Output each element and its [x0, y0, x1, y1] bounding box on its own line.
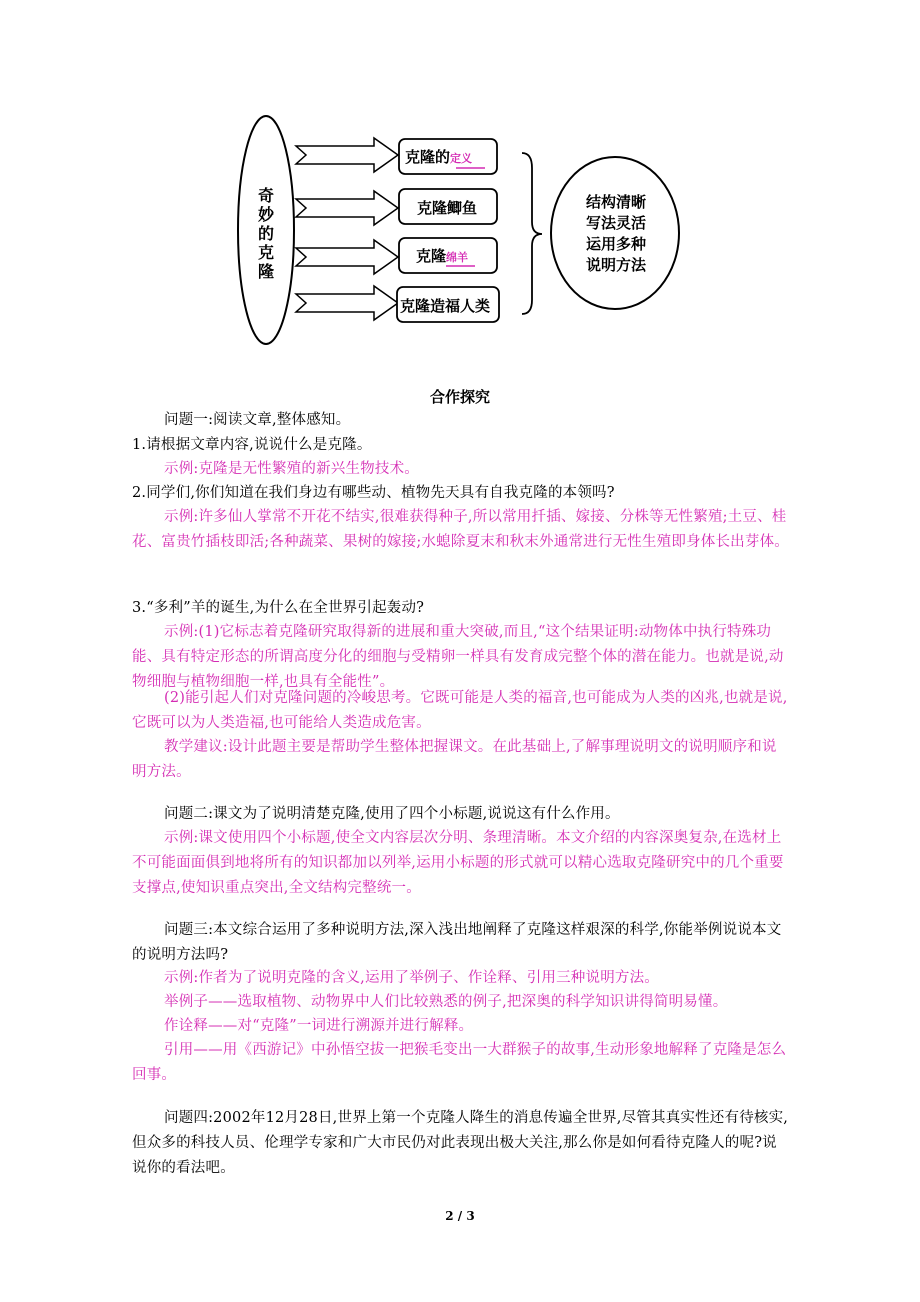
left-oval-label: 奇妙的克隆: [257, 186, 274, 281]
q1-1: 1.请根据文章内容,说说什么是克隆。: [132, 437, 372, 453]
q1-1-answer: 示例:克隆是无性繁殖的新兴生物技术。: [164, 461, 419, 477]
q2-answer: 示例:课文使用四个小标题,使全文内容层次分明、条理清晰。本文介绍的内容深奥复杂,在选材上不可能面面俱到地将所有的知识都加以列举,运用小标题的形式就可以精心选取克隆研究中的几个重要支撑点,使知识重点突出,全文结构完整统一。: [132, 830, 784, 896]
arrow-2: [296, 191, 398, 225]
section-title: 合作探究: [429, 388, 490, 406]
q3-definition: 作诠释——对“克隆”一词进行溯源并进行解释。: [164, 1018, 474, 1034]
right-oval-line-1: 结构清晰: [585, 193, 646, 211]
right-oval-line-4: 说明方法: [585, 256, 646, 274]
right-oval-line-3: 运用多种: [585, 235, 646, 253]
box-1-main: 克隆的: [405, 148, 451, 166]
arrow-4: [296, 286, 398, 320]
box-2-text: [417, 197, 477, 218]
page-number: 2 / 3: [445, 1209, 475, 1223]
q2: 问题二:课文为了说明清楚克隆,使用了四个小标题,说说这有什么作用。: [164, 806, 620, 822]
arrow-3: [296, 240, 398, 274]
q1-3-answer-1: 示例:(1)它标志着克隆研究取得新的进展和重大突破,而且,“这个结果证明:动物体中执行特殊功能、具有特定形态的所谓高度分化的细胞与受精卵一样具有发育成完整个体的潜在能力。也就是说,动物细胞与植物细胞一样,也具有全能性”。: [132, 624, 784, 690]
box-4-main: 克隆造福人类: [400, 297, 491, 315]
q3-answer: 示例:作者为了说明克隆的含义,运用了举例子、作诠释、引用三种说明方法。: [164, 970, 659, 986]
q1-2: 2.同学们,你们知道在我们身边有哪些动、植物先天具有自我克隆的本领吗?: [132, 485, 615, 501]
q3-quote: 引用——用《西游记》中孙悟空拔一把猴毛变出一大群猴子的故事,生动形象地解释了克隆是怎么回事。: [132, 1042, 787, 1083]
box-2-main: 克隆鲫鱼: [417, 199, 478, 217]
box-4-text: [400, 295, 490, 316]
curly-brace: [522, 153, 542, 314]
q4: 问题四:2002年12月28日,世界上第一个克隆人降生的消息传遍全世界,尽管其真实性还有待核实,但众多的科技人员、伦理学专家和广大市民仍对此表现出极大关注,那么你是如何看待克隆人的呢?说说你的看法吧。: [132, 1110, 789, 1176]
concept-diagram: [0, 0, 920, 370]
box-3-main: 克隆: [416, 247, 447, 265]
box-3-note: 绵羊: [446, 251, 469, 264]
q1-2-answer: 示例:许多仙人掌常不开花不结实,很难获得种子,所以常用扦插、嫁接、分株等无性繁殖;土豆、桂花、富贵竹插枝即活;各种蔬菜、果树的嫁接;水螅除夏末和秋末外通常进行无性生殖即身体长出芽体。: [132, 509, 789, 550]
arrow-1: [296, 138, 398, 172]
q3: 问题三:本文综合运用了多种说明方法,深入浅出地阐释了克隆这样艰深的科学,你能举例说说本文的说明方法吗?: [132, 922, 782, 963]
box-3-text: [416, 245, 468, 266]
box-1-text: [405, 146, 472, 167]
right-oval-line-2: 写法灵活: [585, 214, 646, 232]
q1-suggestion: 教学建议:设计此题主要是帮助学生整体把握课文。在此基础上,了解事理说明文的说明顺序和说明方法。: [132, 739, 777, 780]
box-1-note: 定义: [450, 152, 473, 165]
q1-intro: 问题一:阅读文章,整体感知。: [164, 412, 351, 428]
q1-3-answer-2: (2)能引起人们对克隆问题的冷峻思考。它既可能是人类的福音,也可能成为人类的凶兆,也就是说,它既可以为人类造福,也可能给人类造成危害。: [132, 690, 788, 731]
q3-example: 举例子——选取植物、动物界中人们比较熟悉的例子,把深奥的科学知识讲得简明易懂。: [164, 994, 728, 1010]
q1-3: 3.“多利”羊的诞生,为什么在全世界引起轰动?: [132, 600, 425, 616]
right-oval-text: [575, 192, 657, 276]
left-oval-text: [256, 186, 276, 281]
